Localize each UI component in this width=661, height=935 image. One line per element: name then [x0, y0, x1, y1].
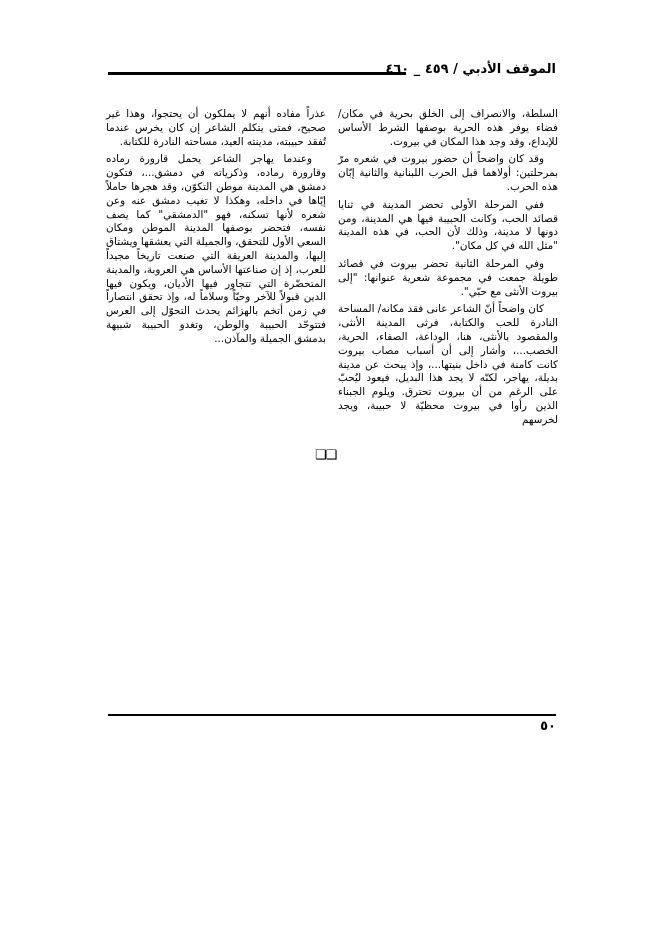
paragraph: عذراً مفاده أنهم لا يملكون أن يحتجوا، وهذا غير صحيح، فمتى يتكلم الشاعر إن كان يخرس عندما تُفقد حبيبته، مدينته العيد، مساحته النادرة للكتابة. [106, 108, 326, 148]
paragraph: وقد كان واضحاً أن حضور بيروت في شعره مرّ بمرحلتين: أولاهما قبل الحرب اللبنانية والثانية إبّان هذه الحرب. [338, 153, 558, 193]
end-of-article-mark: ❑❑ [315, 448, 337, 463]
paragraph: ففي المرحلة الأولى تحضر المدينة في ثنايا قصائد الحب، وكانت الحبيبة فيها هي المدينة، ومن دونها لا مدينة، وذلك لأن الحب، في هذه المدينة "مثل الله في كل مكان". [338, 198, 558, 253]
paragraph: السلطة، والانصراف إلى الخلق بحرية في مكان/فضاء يوفر هذه الحرية بوصفها الشرط الأساس للإبداع، وقد وجد هذا المكان في بيروت. [338, 108, 558, 148]
paragraph: وعندما يهاجر الشاعر يحمل قارورة رماده وقارورة رماده، وذكرياته في دمشق...، فتكون دمشق هي المدينة موطن التكوّن، وقد هجرها حاملاً إيّاها في داخله، وهكذا لا تغيب دمشق عنه وعن شعره لأنها تسكنه، فهو "الدمشقي" كما يصف نفسه، فتحضر بوصفها المدينة الموطن ومكان السعي الأول للتحقق، والجميلة التي يعشقها ويشتاق إليها، والمدينة العريقة التي صنعت تاريخاً مجيداً للعرب، إذ إن صناعتها الأساس هي العروبة، والمدينة المتحضّرة التي تتجاور فيها الأديان، ويكون فيها الدين قبولاً للآخر وحبّاً وسلاماً له، وإذ تحقق انتصاراً في زمن أتخم بالهزائم يحدث التحوّل إلى العرس فتتوحّد الحبيبة والوطن، وتغدو الحبيبة شبيهة بدمشق الجميلة والمآذن... [106, 153, 326, 345]
left-column [106, 108, 326, 351]
header-rule [108, 72, 406, 75]
footer-rule [108, 714, 556, 716]
right-column [338, 108, 558, 432]
running-header [108, 60, 556, 84]
paragraph: كان واضحاً أنّ الشاعر عانى فقد مكانه/ المساحة النادرة للحب والكتابة، فرثى المدينة الأنثى، والمقصود بالأنثى، هنا، الوداعة، الصفاء، الحرية، الخصب...، وأشار إلى أن أسباب مصاب بيروت كانت كامنة في داخل بنيتها...، وإذ يبحث عن مدينة بديلة، يهاجر، لكنّه لا يجد هذا البديل، فيعود ليُحبّ على الرغم من أن بيروت تحترق. ويلوم الجبناء الذين رأوا في بيروت محظيّة لا حبيبة، ويجد لخرسهم [338, 303, 558, 426]
page-number: ٥٠ [540, 719, 556, 734]
paragraph: وفي المرحلة الثانية تحضر بيروت في قصائد طويلة جمعت في مجموعة شعرية عنوانها: "إلى بيروت الأنثى مع حبّي". [338, 257, 558, 298]
journal-title: الموقف الأدبي / ٤٥٩ _ ٤٦٠ [385, 62, 556, 77]
